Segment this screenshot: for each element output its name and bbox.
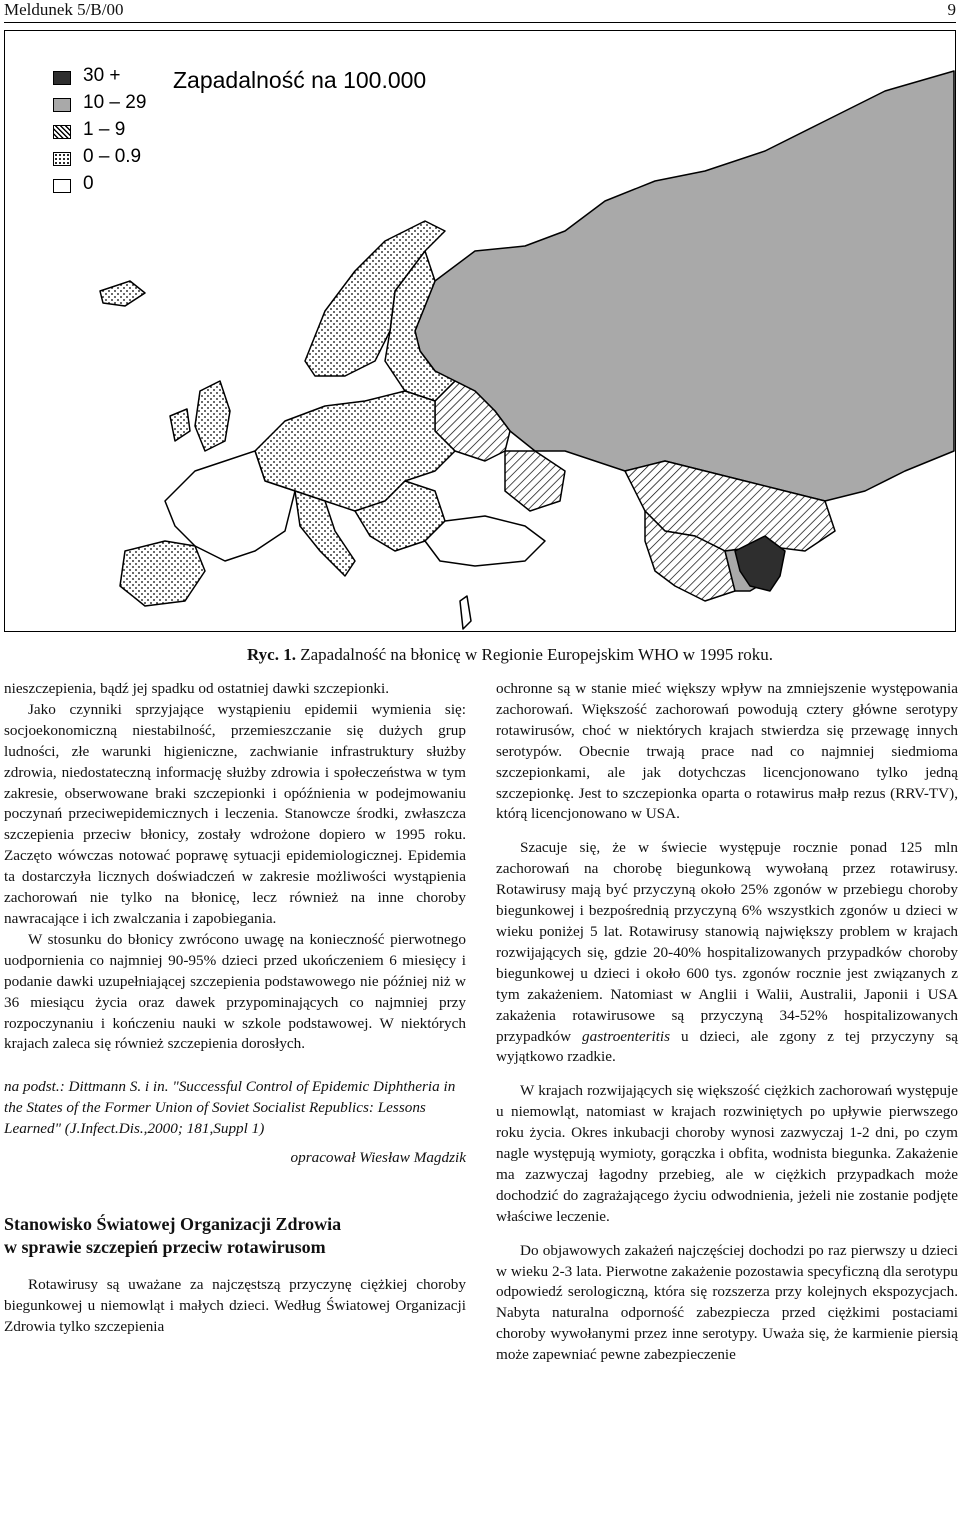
- paragraph-text: u dzieci, ale zgony z tej przyczyny są wyjątkowo rzadkie.: [496, 1027, 958, 1066]
- figure-caption: [0, 645, 960, 665]
- paragraph: Do objawowych zakażeń najczęściej dochodzi po raz pierwszy u dzieci w wieku 2-3 lata. Pierwotne zakażenie pozostawia specyficzną dla serotypu odpowiedź serologiczną, która się rozszerza przy kolejnych ekspozycjach. Nabyta naturalna odporność zabezpiecza przed ciężkimi postaciami choroby wywołanymi przez inne serotypy. Uważa się, że karmienie piersią może zapewniać pewne zabezpieczenie: [496, 1241, 958, 1364]
- region-turkey: [425, 516, 545, 566]
- legend-label: 0 – 0.9: [83, 146, 142, 167]
- section-heading: [4, 1213, 466, 1259]
- paragraph: W krajach rozwijających się większość ciężkich zachorowań występuje u niemowląt, natomiast w krajach rozwiniętych po upływie pierwszego roku życia. Okres inkubacji choroby wynosi zazwyczaj 1-2 dni, po czym nagle występują wymioty, gorączka i obfita, wodnista biegunka. Zakażenie ma zazwyczaj łagodny przebieg, ale w ciężkich przypadkach może dochodzić do zagrażającego życiu odwodnienia, jeżeli nie zostanie podjęte właściwe leczenie.: [496, 1082, 958, 1225]
- caption-label: Ryc. 1.: [247, 645, 296, 664]
- paragraph: W stosunku do błonicy zwrócono uwagę na konieczność pierwotnego uodpornienia co najmniej 90-95% dzieci przed ukończeniem 6 miesięcy i podanie dawki uzupełniającej szczepienia podstawowego nie później niż w 36 miesiącu życia oraz dawek przypominających co najmniej przy rozpoczynaniu i kończeniu nauki w szkole podstawowej. W niektórych krajach zaleca się również szczepienia dorosłych.: [4, 930, 466, 1053]
- map-title: Zapadalność na 100.000: [173, 67, 427, 93]
- paragraph-text: Szacuje się, że w świecie występuje rocznie ponad 125 mln zachorowań na chorobę biegunkową wywołaną przez rotawirusy. Rotawirusy mają być przyczyną około 25% zgonów w przebiegu choroby biegunkowej i bezpośrednią przyczyną 6% wszystkich zgonów u dzieci w wieku poniżej 5 lat. Rotawirusy stanowią największy problem w krajach rozwijających się, gdzie 20-40% hospitalizowanych przypadków choroby biegunkowej u dzieci i około 600 tys. zgonów rocznie jest związanych z tym zakażeniem. Natomiast w Anglii i Walii, Australii, Japonii i USA zakażenia rotawirusowe są przyczyną 34-52% hospitalizowanych przypadków: [496, 839, 958, 1045]
- caption-text: Zapadalność na błonicę w Regionie Europejskim WHO w 1995 roku.: [300, 645, 773, 664]
- legend-label: 1 – 9: [83, 119, 126, 140]
- page-header: [4, 0, 956, 23]
- paragraph: nieszczepienia, bądź jej spadku od ostatniej dawki szczepionki.: [4, 680, 390, 697]
- paragraph: [496, 838, 958, 1068]
- heading-line: w sprawie szczepień przeciw rotawirusom: [4, 1236, 326, 1257]
- diphtheria-map-figure: [4, 30, 956, 632]
- legend-swatch: [53, 71, 71, 85]
- page-number: 9: [947, 0, 956, 19]
- paragraph: ochronne są w stanie mieć większy wpływ na zmniejszenie występowania zachorowań. Większość zachorowań powodują cztery główne serotypy rotawirusów, choć w niektórych krajach stwierdza się przewagę innych serotypów. Obecnie trwają prace nad co najmniej siedmioma szczepionkami, ale jak dotychczas licencjonowano tylko jedną szczepionkę. Jest to szczepionka oparta o rotawirus małp rezus (RRV-TV), którą licencjonowano w USA.: [496, 680, 958, 823]
- author-signature: opracował Wiesław Magdzik: [290, 1149, 466, 1167]
- legend-label: 10 – 29: [83, 92, 147, 113]
- region-caucasus: [505, 451, 565, 511]
- source-note: na podst.: Dittmann S. i in. "Successful Control of Epidemic Diphtheria in the States of the Former Union of Soviet Socialist Republics: Lessons Learned" (J.Infect.Dis.,2000; 181,Suppl 1): [4, 1078, 456, 1138]
- region-israel: [460, 596, 471, 629]
- legend-swatch: [53, 179, 71, 193]
- paragraph: Rotawirusy są uważane za najczęstszą przyczynę ciężkiej choroby biegunkowej u niemowląt i małych dzieci. Według Światowej Organizacji Zdrowia tylko szczepienia: [4, 1275, 466, 1335]
- right-column: [496, 679, 958, 1366]
- journal-name: Meldunek 5/B/00: [4, 0, 124, 19]
- heading-line: Stanowisko Światowej Organizacji Zdrowia: [4, 1213, 342, 1234]
- legend-label: 0: [83, 173, 94, 194]
- region-ireland: [170, 409, 190, 441]
- legend-swatch: [53, 125, 71, 139]
- legend-label: 30 +: [83, 65, 121, 86]
- left-column: [4, 679, 466, 1338]
- region-iceland: [100, 281, 145, 306]
- legend-swatch: [53, 152, 71, 166]
- paragraph: Jako czynniki sprzyjające wystąpieniu epidemii wymienia się: socjoekonomiczną niestabilność, przemieszczanie się dużych grup ludności, złe warunki higieniczne, zachwianie infrastruktury służby zdrowia, niedostateczną informację służby zdrowia i społeczeństwa w tym zakresie, obserwowane braki szczepionki i opóźnienia w podejmowaniu poczynań przeciwepidemicznych i leczenia. Stanowcze środki, zwłaszcza szczepienia przeciw błonicy, zostały wdrożone dopiero w 1995 roku. Zaczęto wówczas notować poprawę sytuacji epidemiologicznej. Epidemia ta dostarczyła licznych doświadczeń w zakresie możliwości wystąpienia zachorowań nie tylko na błonicę, lecz również na inne choroby nawracające i ich zwalczania i zapobiegania.: [4, 700, 466, 927]
- europe-map: [5, 31, 955, 631]
- legend-swatch: [53, 98, 71, 112]
- region-uk: [195, 381, 230, 451]
- region-iberia: [120, 541, 205, 606]
- italic-term: gastroenteritis: [582, 1027, 671, 1045]
